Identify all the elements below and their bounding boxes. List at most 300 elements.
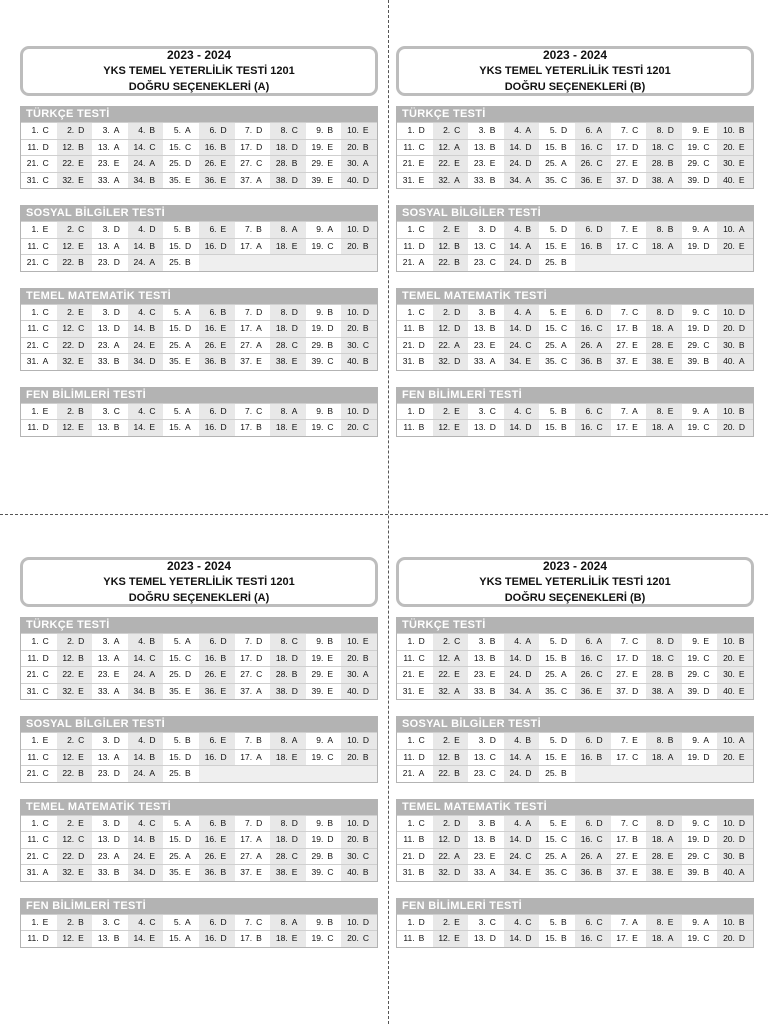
question-number: 26. xyxy=(204,158,217,168)
answer-cell xyxy=(270,123,306,139)
question-number: 11. xyxy=(27,751,39,762)
answer-letter: B xyxy=(149,240,156,251)
answer-cell xyxy=(199,354,235,370)
question-number: 12. xyxy=(438,141,451,152)
question-number: 36. xyxy=(580,867,593,877)
answer-letter: E xyxy=(113,669,120,679)
answer-letter: B xyxy=(220,141,227,152)
answer-row xyxy=(397,155,753,172)
answer-letter: E xyxy=(327,158,333,168)
question-number: 14. xyxy=(509,240,522,251)
answer-cell xyxy=(306,832,342,848)
answer-letter: B xyxy=(525,735,532,745)
answer-cell xyxy=(468,865,504,881)
question-number: 16. xyxy=(580,652,593,663)
answer-cell xyxy=(611,915,647,931)
answer-cell xyxy=(397,733,433,749)
question-number: 4. xyxy=(138,306,146,317)
answer-cell xyxy=(433,140,469,156)
answer-cell xyxy=(682,404,718,420)
answer-letter: B xyxy=(149,751,156,762)
answer-cell xyxy=(21,832,57,848)
answer-cell xyxy=(199,305,235,321)
question-number: 12. xyxy=(62,834,75,844)
question-number: 17. xyxy=(240,751,253,762)
answer-cell xyxy=(92,634,128,650)
question-number: 31. xyxy=(402,685,415,696)
answer-letter: A xyxy=(184,339,191,350)
answer-cell xyxy=(92,667,128,683)
section-sosyal xyxy=(396,205,754,272)
answer-cell xyxy=(128,750,164,766)
answer-cell xyxy=(199,849,235,865)
answer-letter: C xyxy=(525,339,532,350)
answer-letter: A xyxy=(454,141,460,152)
answer-cell xyxy=(341,766,377,782)
answer-letter: A xyxy=(667,685,674,696)
answer-letter: E xyxy=(454,933,460,943)
answer-letter: C xyxy=(113,405,120,416)
question-number: 15. xyxy=(545,141,557,152)
question-number: 15. xyxy=(545,751,557,762)
answer-letter: B xyxy=(667,224,674,234)
answer-cell xyxy=(92,684,128,700)
question-number: 22. xyxy=(438,850,451,861)
answer-cell xyxy=(575,667,611,683)
question-number: 2. xyxy=(67,306,75,317)
answer-cell xyxy=(717,634,753,650)
answer-cell xyxy=(57,915,93,931)
answer-letter: E xyxy=(632,933,638,943)
header-key-label: DOĞRU SEÇENEKLERİ (B) xyxy=(504,81,646,93)
answer-letter: E xyxy=(149,422,156,432)
answer-cell xyxy=(235,173,271,189)
answer-letter: B xyxy=(703,867,709,877)
answer-row xyxy=(21,337,377,354)
question-number: 18. xyxy=(651,652,664,663)
question-number: 5. xyxy=(173,224,181,234)
answer-cell xyxy=(306,750,342,766)
question-number: 12. xyxy=(62,933,75,943)
answer-cell xyxy=(433,173,469,189)
question-number: 18. xyxy=(275,422,288,432)
answer-letter: D xyxy=(362,224,370,234)
answer-cell xyxy=(57,733,93,749)
answer-cell xyxy=(235,816,271,832)
question-number: 1. xyxy=(407,916,415,927)
question-number: 13. xyxy=(473,652,486,663)
answer-key-panel-b xyxy=(396,46,754,453)
question-number: 38. xyxy=(275,174,288,185)
answer-cell xyxy=(575,156,611,172)
answer-cell xyxy=(341,816,377,832)
answer-letter: D xyxy=(667,125,674,135)
answer-letter: D xyxy=(703,323,710,333)
answer-row xyxy=(397,831,753,848)
answer-cell xyxy=(539,222,575,238)
question-number: 2. xyxy=(67,916,75,927)
answer-letter: A xyxy=(113,850,120,861)
section-title: TÜRKÇE TESTİ xyxy=(20,106,378,122)
answer-letter: D xyxy=(632,652,639,663)
question-number: 27. xyxy=(240,850,253,861)
question-number: 15. xyxy=(169,652,181,663)
answer-letter: E xyxy=(256,356,262,366)
question-number: 7. xyxy=(245,735,253,745)
question-number: 6. xyxy=(585,306,593,317)
answer-letter: E xyxy=(78,817,84,828)
answer-cell xyxy=(92,766,128,782)
answer-cell xyxy=(306,338,342,354)
answer-grid xyxy=(20,221,378,272)
answer-grid xyxy=(20,122,378,189)
answer-letter: D xyxy=(454,867,461,877)
answer-cell xyxy=(92,651,128,667)
answer-letter: B xyxy=(362,240,369,251)
answer-cell xyxy=(163,420,199,436)
answer-cell xyxy=(270,915,306,931)
answer-letter: B xyxy=(291,158,298,168)
answer-cell xyxy=(306,733,342,749)
answer-cell xyxy=(341,222,377,238)
question-number: 23. xyxy=(97,669,110,679)
answer-cell xyxy=(306,865,342,881)
question-number: 34. xyxy=(509,174,522,185)
answer-letter: B xyxy=(149,323,156,333)
question-number: 39. xyxy=(687,174,700,185)
answer-letter: E xyxy=(525,356,532,366)
question-number: 23. xyxy=(97,257,110,267)
question-number: 4. xyxy=(138,916,146,927)
question-number: 23. xyxy=(473,158,486,168)
answer-letter: A xyxy=(632,916,638,927)
answer-cell xyxy=(611,750,647,766)
answer-letter: E xyxy=(149,339,156,350)
answer-cell xyxy=(21,255,57,271)
answer-letter: A xyxy=(667,751,674,762)
answer-cell xyxy=(717,651,753,667)
answer-cell xyxy=(397,404,433,420)
answer-letter: C xyxy=(42,257,49,267)
answer-cell xyxy=(682,915,718,931)
answer-letter: C xyxy=(42,158,49,168)
answer-letter: C xyxy=(78,735,85,745)
answer-cell xyxy=(235,915,271,931)
answer-cell xyxy=(21,816,57,832)
answer-letter: E xyxy=(525,867,532,877)
answer-cell xyxy=(611,404,647,420)
answer-letter: B xyxy=(632,323,638,333)
answer-cell xyxy=(397,915,433,931)
question-number: 1. xyxy=(407,636,415,646)
answer-letter: C xyxy=(42,817,49,828)
answer-cell xyxy=(57,832,93,848)
answer-cell xyxy=(646,255,682,271)
answer-row xyxy=(397,749,753,766)
answer-cell xyxy=(611,420,647,436)
answer-letter: D xyxy=(418,751,425,762)
section-sosyal xyxy=(20,716,378,783)
question-number: 13. xyxy=(473,240,486,251)
answer-cell xyxy=(682,865,718,881)
answer-cell xyxy=(21,239,57,255)
question-number: 20. xyxy=(723,751,735,762)
answer-letter: D xyxy=(362,735,370,745)
answer-cell xyxy=(504,816,540,832)
answer-letter: D xyxy=(525,669,532,679)
question-number: 22. xyxy=(62,257,75,267)
answer-cell xyxy=(539,816,575,832)
answer-cell xyxy=(717,915,753,931)
answer-cell xyxy=(163,816,199,832)
question-number: 25. xyxy=(169,768,181,778)
answer-cell xyxy=(235,832,271,848)
answer-cell xyxy=(21,420,57,436)
answer-letter: B xyxy=(489,174,496,185)
answer-cell xyxy=(21,338,57,354)
answer-letter: A xyxy=(113,125,120,135)
answer-cell xyxy=(92,816,128,832)
question-number: 5. xyxy=(173,916,181,927)
answer-cell xyxy=(163,733,199,749)
question-number: 5. xyxy=(549,735,557,745)
answer-grid xyxy=(20,304,378,371)
question-number: 40. xyxy=(723,174,735,185)
answer-letter: B xyxy=(291,669,298,679)
question-number: 35. xyxy=(169,356,181,366)
answer-letter: E xyxy=(291,240,298,251)
question-number: 7. xyxy=(245,125,253,135)
question-number: 17. xyxy=(616,751,629,762)
answer-letter: D xyxy=(184,834,192,844)
answer-cell xyxy=(270,156,306,172)
question-number: 10. xyxy=(723,224,735,234)
question-number: 23. xyxy=(473,339,486,350)
question-number: 13. xyxy=(473,933,486,943)
answer-letter: D xyxy=(596,817,603,828)
answer-cell xyxy=(682,123,718,139)
answer-letter: D xyxy=(454,356,461,366)
answer-letter: B xyxy=(560,933,567,943)
answer-cell xyxy=(199,684,235,700)
answer-cell xyxy=(611,766,647,782)
answer-cell xyxy=(306,684,342,700)
question-number: 25. xyxy=(169,257,181,267)
answer-letter: D xyxy=(220,422,227,432)
answer-cell xyxy=(433,931,469,947)
answer-letter: B xyxy=(560,141,567,152)
answer-letter: E xyxy=(184,174,191,185)
answer-row xyxy=(21,815,377,832)
question-number: 36. xyxy=(204,867,217,877)
question-number: 31. xyxy=(402,174,415,185)
question-number: 7. xyxy=(621,916,629,927)
answer-cell xyxy=(163,651,199,667)
answer-cell xyxy=(575,634,611,650)
answer-letter: B xyxy=(327,125,333,135)
answer-letter: B xyxy=(454,257,460,267)
answer-cell xyxy=(341,420,377,436)
answer-letter: C xyxy=(184,141,192,152)
answer-letter: E xyxy=(291,356,298,366)
answer-cell xyxy=(575,832,611,848)
question-number: 1. xyxy=(407,306,415,317)
answer-letter: C xyxy=(418,224,425,234)
answer-letter: A xyxy=(525,306,532,317)
answer-cell xyxy=(646,239,682,255)
question-number: 39. xyxy=(311,867,324,877)
answer-cell xyxy=(539,667,575,683)
question-number: 4. xyxy=(138,405,146,416)
answer-letter: D xyxy=(525,652,532,663)
question-number: 5. xyxy=(549,636,557,646)
answer-row xyxy=(21,304,377,321)
answer-cell xyxy=(341,849,377,865)
answer-cell xyxy=(504,634,540,650)
answer-cell xyxy=(57,849,93,865)
answer-row xyxy=(397,732,753,749)
answer-cell xyxy=(646,651,682,667)
question-number: 25. xyxy=(545,339,557,350)
answer-letter: B xyxy=(667,158,674,168)
answer-row xyxy=(397,122,753,139)
answer-letter: D xyxy=(256,652,263,663)
question-number: 25. xyxy=(545,257,557,267)
answer-cell xyxy=(575,684,611,700)
answer-cell xyxy=(397,156,433,172)
answer-letter: B xyxy=(560,405,567,416)
answer-cell xyxy=(433,123,469,139)
question-number: 2. xyxy=(67,735,75,745)
header-key-label: DOĞRU SEÇENEKLERİ (A) xyxy=(128,592,270,604)
answer-letter: E xyxy=(418,158,425,168)
answer-cell xyxy=(397,849,433,865)
answer-cell xyxy=(92,305,128,321)
answer-letter: E xyxy=(489,669,496,679)
question-number: 16. xyxy=(204,240,217,251)
answer-grid xyxy=(396,815,754,882)
answer-letter: B xyxy=(596,356,603,366)
question-number: 14. xyxy=(509,834,522,844)
answer-letter: D xyxy=(667,636,674,646)
question-number: 6. xyxy=(209,636,217,646)
answer-letter: C xyxy=(149,306,156,317)
answer-cell xyxy=(163,255,199,271)
answer-cell xyxy=(57,321,93,337)
question-number: 8. xyxy=(280,125,288,135)
answer-letter: E xyxy=(454,422,460,432)
answer-letter: B xyxy=(220,306,227,317)
question-number: 1. xyxy=(407,817,415,828)
question-number: 4. xyxy=(514,224,522,234)
question-number: 1. xyxy=(407,224,415,234)
answer-letter: D xyxy=(362,306,370,317)
question-number: 40. xyxy=(723,356,735,366)
answer-letter: B xyxy=(738,850,745,861)
answer-cell xyxy=(341,354,377,370)
answer-letter: E xyxy=(667,356,674,366)
question-number: 2. xyxy=(443,916,451,927)
question-number: 10. xyxy=(723,636,735,646)
answer-cell xyxy=(575,255,611,271)
answer-cell xyxy=(504,865,540,881)
answer-letter: D xyxy=(489,933,496,943)
answer-cell xyxy=(128,420,164,436)
question-number: 17. xyxy=(240,933,253,943)
answer-letter: D xyxy=(738,422,746,432)
question-number: 18. xyxy=(275,323,288,333)
answer-letter: C xyxy=(327,751,334,762)
question-number: 38. xyxy=(651,174,664,185)
answer-cell xyxy=(163,222,199,238)
answer-grid xyxy=(396,732,754,783)
question-number: 11. xyxy=(27,240,39,251)
question-number: 33. xyxy=(473,867,486,877)
answer-letter: E xyxy=(149,933,156,943)
question-number: 20. xyxy=(347,240,359,251)
answer-cell xyxy=(199,321,235,337)
question-number: 36. xyxy=(204,356,217,366)
answer-cell xyxy=(575,305,611,321)
answer-letter: A xyxy=(256,834,262,844)
question-number: 10. xyxy=(347,125,359,135)
answer-cell xyxy=(235,420,271,436)
question-number: 23. xyxy=(473,850,486,861)
question-number: 21. xyxy=(402,850,415,861)
question-number: 28. xyxy=(651,850,664,861)
question-number: 32. xyxy=(62,867,75,877)
answer-cell xyxy=(163,123,199,139)
answer-cell xyxy=(163,239,199,255)
answer-letter: B xyxy=(78,768,84,778)
answer-cell xyxy=(128,832,164,848)
question-number: 16. xyxy=(580,323,593,333)
question-number: 15. xyxy=(169,240,181,251)
question-number: 11. xyxy=(27,652,39,663)
answer-cell xyxy=(468,915,504,931)
section-fen xyxy=(396,387,754,437)
answer-cell xyxy=(575,849,611,865)
answer-cell xyxy=(504,832,540,848)
answer-letter: D xyxy=(149,867,156,877)
question-number: 2. xyxy=(443,125,451,135)
answer-cell xyxy=(397,305,433,321)
question-number: 12. xyxy=(438,834,451,844)
answer-cell xyxy=(539,733,575,749)
question-number: 25. xyxy=(545,669,557,679)
answer-letter: C xyxy=(489,916,496,927)
answer-cell xyxy=(646,684,682,700)
question-number: 1. xyxy=(31,916,39,927)
answer-cell xyxy=(646,849,682,865)
answer-letter: B xyxy=(362,141,369,152)
answer-cell xyxy=(717,750,753,766)
question-number: 17. xyxy=(616,422,629,432)
answer-letter: C xyxy=(632,306,639,317)
answer-letter: C xyxy=(42,339,49,350)
question-number: 37. xyxy=(240,867,253,877)
answer-letter: E xyxy=(78,685,84,696)
answer-cell xyxy=(433,354,469,370)
question-number: 1. xyxy=(31,636,39,646)
answer-letter: B xyxy=(454,751,460,762)
answer-cell xyxy=(92,156,128,172)
answer-cell xyxy=(433,222,469,238)
answer-letter: B xyxy=(454,768,460,778)
answer-letter: D xyxy=(418,916,425,927)
answer-letter: C xyxy=(149,817,156,828)
answer-letter: B xyxy=(454,240,460,251)
